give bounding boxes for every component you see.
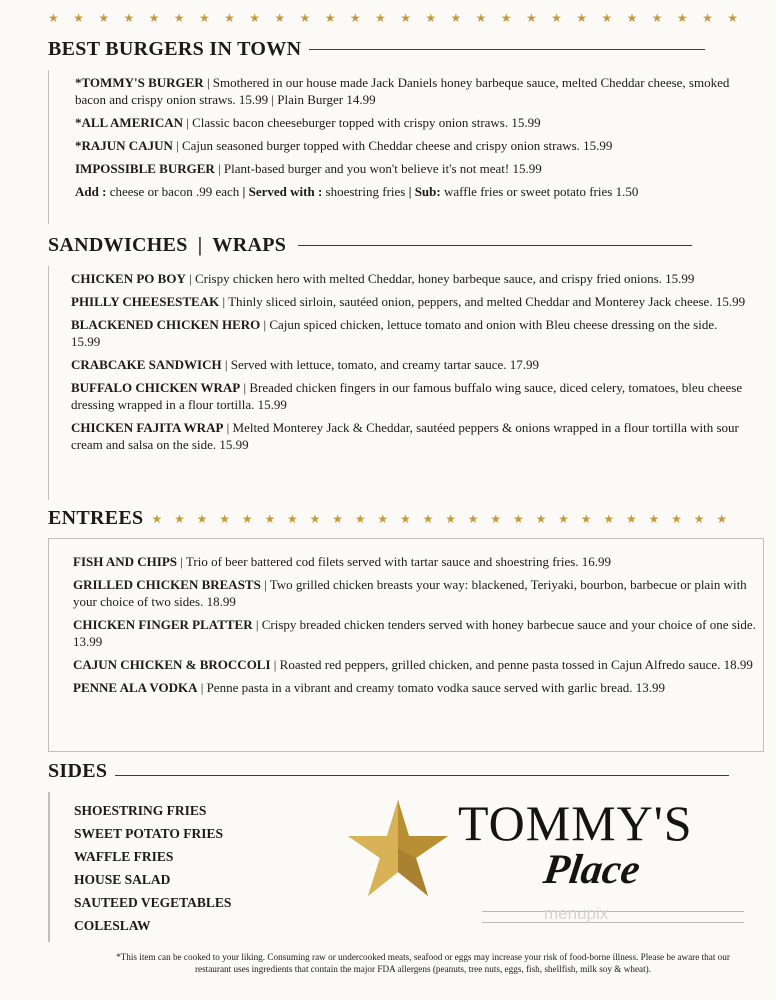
menu-item-name: *RAJUN CAJUN: [75, 138, 173, 153]
menu-item-name: PHILLY CHEESESTEAK: [71, 294, 220, 309]
star-icon: ★: [422, 511, 434, 526]
menu-item-description: | Served with lettuce, tomato, and creamy tartar sauce. 17.99: [221, 357, 539, 372]
menu-item-description: | Roasted red peppers, grilled chicken, and penne pasta tossed in Cajun Alfredo sauce. 18.99: [270, 657, 753, 672]
star-icon: ★: [354, 511, 366, 526]
star-icon: ★: [375, 11, 386, 25]
burger-addons-line: [75, 183, 731, 200]
entrees-heading: [48, 507, 727, 530]
star-icon: ★: [450, 11, 462, 25]
side-item: HOUSE SALAD: [74, 872, 171, 887]
star-icon: ★: [249, 11, 261, 25]
menu-item: [73, 656, 763, 673]
menu-item-description: | Cajun seasoned burger topped with Cheddar cheese and crispy onion straws. 15.99: [172, 138, 613, 153]
side-item: WAFFLE FRIES: [74, 849, 174, 864]
menu-item-description: | Crispy chicken hero with melted Cheddar, honey barbeque sauce, and crispy fried onions. 15.99: [185, 271, 695, 286]
star-icon: ★: [274, 11, 286, 25]
star-icon: ★: [676, 11, 688, 25]
star-icon: ★: [512, 511, 525, 526]
menu-item-name: CHICKEN PO BOY: [71, 271, 186, 286]
add-text: cheese or bacon .99 each: [106, 184, 243, 199]
star-icon: ★: [500, 11, 512, 25]
star-icon: ★: [349, 11, 361, 25]
menu-item-name: BLACKENED CHICKEN HERO: [71, 317, 261, 332]
star-icon: ★: [299, 11, 311, 25]
sandwiches-title-separator: |: [197, 234, 203, 256]
star-icon: ★: [123, 11, 135, 25]
menu-item-name: CHICKEN FAJITA WRAP: [71, 420, 224, 435]
sandwiches-section: [48, 266, 747, 500]
served-label: | Served with :: [242, 184, 323, 199]
star-icon: ★: [241, 511, 253, 526]
star-icon: ★: [377, 511, 389, 526]
sub-text: waffle fries or sweet potato fries 1.50: [440, 184, 639, 199]
star-icon: ★: [626, 11, 638, 25]
star-icon: ★: [400, 511, 412, 526]
star-icon: ★: [425, 11, 437, 25]
star-logo-icon: [346, 798, 450, 898]
side-item: SWEET POTATO FRIES: [74, 826, 224, 841]
menu-item-name: CRABCAKE SANDWICH: [71, 357, 222, 372]
menu-item: [71, 419, 747, 453]
heading-rule: [298, 245, 692, 246]
star-icon: ★: [671, 511, 683, 526]
menu-item-description: | Breaded chicken fingers in our famous buffalo wing sauce, diced celery, tomatoes, bleu cheese dressing wrapped in a flour tortilla. 15.99: [71, 380, 743, 412]
menu-item: [71, 316, 747, 350]
menu-item: [73, 616, 763, 650]
star-icon: ★: [196, 511, 208, 526]
menu-item-name: FISH AND CHIPS: [73, 554, 178, 569]
sides-list: [74, 799, 231, 937]
star-icon: ★: [603, 511, 615, 526]
side-item: SAUTEED VEGETABLES: [74, 895, 232, 910]
heading-rule: [309, 49, 705, 50]
star-icon: ★: [198, 11, 210, 25]
menu-item-name: GRILLED CHICKEN BREASTS: [73, 577, 261, 592]
star-icon: ★: [173, 11, 185, 25]
menu-item: [71, 356, 747, 373]
star-icon: ★: [601, 11, 613, 25]
entrees-star-border: [151, 511, 727, 527]
heading-rule: [115, 775, 729, 776]
star-icon: ★: [151, 511, 163, 526]
menu-item: [75, 74, 731, 108]
sides-heading: [48, 760, 729, 783]
burgers-heading: [48, 38, 705, 61]
sandwiches-title: SANDWICHES: [48, 234, 188, 256]
side-item: COLESLAW: [74, 918, 151, 933]
star-icon: ★: [309, 511, 321, 526]
sub-label: | Sub:: [408, 184, 441, 199]
burgers-section: [48, 70, 731, 224]
menu-item-name: BUFFALO CHICKEN WRAP: [71, 380, 241, 395]
star-icon: ★: [98, 11, 110, 25]
star-icon: ★: [332, 511, 344, 526]
menu-item: [75, 114, 731, 131]
menu-item: [75, 137, 731, 154]
star-icon: ★: [535, 511, 547, 526]
star-icon: ★: [551, 11, 562, 25]
menu-item-name: IMPOSSIBLE BURGER: [75, 161, 215, 176]
wraps-title: WRAPS: [212, 234, 287, 256]
star-icon: ★: [525, 11, 537, 25]
menu-item-description: | Penne pasta in a vibrant and creamy tomato vodka sauce served with garlic bread. 13.99: [197, 680, 666, 695]
watermark: menupix: [544, 904, 609, 923]
star-icon: ★: [727, 11, 738, 25]
star-icon: ★: [580, 511, 592, 526]
menu-item: [73, 553, 763, 570]
star-icon: ★: [648, 511, 660, 526]
star-icon: ★: [73, 11, 84, 25]
entrees-title: ENTREES: [48, 507, 144, 529]
sides-border: [48, 792, 50, 942]
star-icon: ★: [702, 11, 713, 25]
sandwich-item-list: [71, 270, 747, 453]
menu-item: [71, 379, 747, 413]
add-label: Add :: [75, 184, 107, 199]
star-icon: ★: [693, 511, 705, 526]
menu-item-description: | Cajun spiced chicken, lettuce tomato and onion with Bleu cheese dressing on the side. 15.99: [71, 317, 718, 349]
entree-item-list: [73, 553, 763, 696]
star-icon: ★: [324, 11, 336, 25]
star-icon: ★: [148, 11, 160, 25]
allergen-footnote: *This item can be cooked to your liking. Consuming raw or undercooked meats, seafood or eggs may increase your risk of food-borne illness. Please be aware that our restaurant uses ingredients that contain the major FDA allergens (peanuts, tree nuts, eggs, fish, shellfish, milk soy & wheat).: [116, 952, 730, 974]
menu-item: [71, 293, 747, 310]
menu-item-description: | Crispy breaded chicken tenders served with honey barbecue sauce and your choice of one side. 13.99: [73, 617, 756, 649]
star-icon: ★: [445, 511, 457, 526]
burger-item-list: [75, 74, 731, 177]
star-icon: ★: [174, 511, 186, 526]
star-icon: ★: [219, 511, 231, 526]
star-icon: ★: [467, 511, 479, 526]
menu-item-description: | Melted Monterey Jack & Cheddar, sautéed peppers & onions wrapped in a flour tortilla with sour cream and salsa on the side. 15.99: [71, 420, 739, 452]
star-icon: ★: [475, 11, 487, 25]
menu-item: [75, 160, 731, 177]
menu-item: [71, 270, 747, 287]
menu-item-name: CHICKEN FINGER PLATTER: [73, 617, 253, 632]
menu-item-description: | Two grilled chicken breasts your way: blackened, Teriyaki, bourbon, barbecue or plain with your choice of two sides. 18.99: [73, 577, 747, 609]
served-text: shoestring fries: [322, 184, 409, 199]
menu-item: [73, 679, 763, 696]
menu-item-description: | Classic bacon cheeseburger topped with crispy onion straws. 15.99: [183, 115, 541, 130]
tommys-place-logo: [346, 794, 756, 914]
menu-item-description: | Smothered in our house made Jack Daniels honey barbeque sauce, melted Cheddar cheese, smoked bacon and crispy onion straws. 15.99 | Plain Burger 14.99: [75, 75, 730, 107]
menu-item-name: *TOMMY'S BURGER: [75, 75, 204, 90]
star-icon: ★: [625, 511, 638, 526]
star-icon: ★: [400, 11, 411, 25]
star-icon: ★: [224, 11, 235, 25]
menu-item-name: CAJUN CHICKEN & BROCCOLI: [73, 657, 271, 672]
star-icon: ★: [490, 511, 502, 526]
sides-title: SIDES: [48, 760, 108, 782]
menu-item-description: | Plant-based burger and you won't believe it's not meat! 15.99: [214, 161, 542, 176]
logo-script-word: Place: [540, 847, 643, 893]
star-icon: ★: [576, 11, 588, 25]
burgers-title: BEST BURGERS IN TOWN: [48, 38, 302, 60]
logo-wordmark: TOMMY'S: [458, 795, 693, 851]
menu-item-name: *ALL AMERICAN: [75, 115, 183, 130]
menu-item-description: | Thinly sliced sirloin, sautéed onion, peppers, and melted Cheddar and Monterey Jack cheese. 15.99: [219, 294, 746, 309]
entrees-section: [48, 538, 764, 752]
star-icon: ★: [558, 511, 570, 526]
star-icon: ★: [716, 511, 728, 526]
star-icon: ★: [651, 11, 663, 25]
sandwiches-heading: [48, 234, 692, 257]
top-star-border: [48, 10, 738, 26]
star-icon: ★: [48, 11, 59, 25]
menu-item-description: | Trio of beer battered cod filets served with tartar sauce and shoestring fries. 16.99: [177, 554, 612, 569]
logo-underline-bar: [482, 911, 744, 923]
menu-item-name: PENNE ALA VODKA: [73, 680, 198, 695]
side-item: SHOESTRING FRIES: [74, 803, 207, 818]
menu-item: [73, 576, 763, 610]
star-icon: ★: [264, 511, 276, 526]
star-icon: ★: [287, 511, 299, 526]
